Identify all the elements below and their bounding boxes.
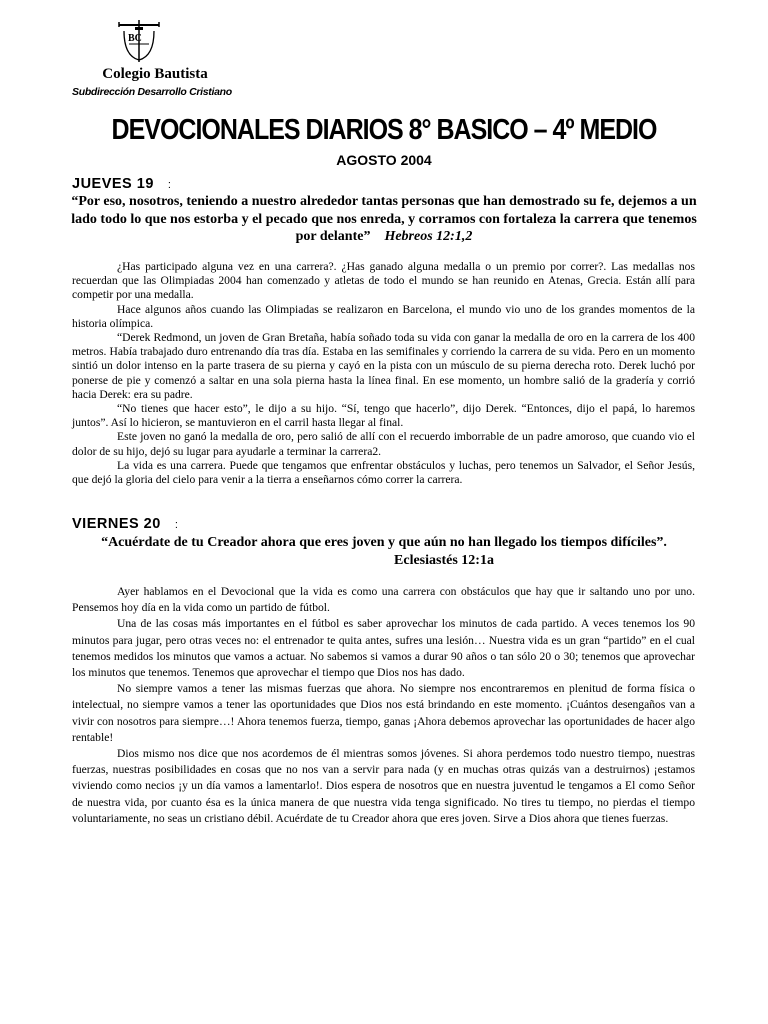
subdirection-label: Subdirección Desarrollo Cristiano bbox=[72, 86, 232, 98]
day-colon: : bbox=[167, 179, 172, 191]
paragraph: Este joven no ganó la medalla de oro, pero salió de allí con el recuerdo imborrable de un padre amoroso, que cuando vio el dolor de su hijo, dejó su lugar para ayudarle a terminar la carrera2. bbox=[72, 430, 695, 458]
page-subtitle: AGOSTO 2004 bbox=[336, 152, 432, 168]
paragraph: ¿Has participado alguna vez en una carrera?. ¿Has ganado alguna medalla o un premio por correr?. Las medallas nos recuerdan que las Olimpiadas 2004 han comenzado y atletas de todo el mundo se han reunido en Atenas, Grecia. Están allí para competir por una medalla. bbox=[72, 260, 695, 302]
colegio-bautista-logo-icon bbox=[116, 18, 162, 64]
school-name: Colegio Bautista bbox=[102, 66, 208, 82]
paragraph: Dios mismo nos dice que nos acordemos de él mientras somos jóvenes. Si ahora perdemos todo nuestro tiempo, nuestras fuerzas, nuestras posibilidades en cosas que no nos van a servir para nada (y en muchas otras quizás van a destruirnos) ¡estamos viviendo como necios ¡y un día vamos a lamentarlo!. Dios espera de nosotros que en nuestra juventud le tengamos a El como Señor de nuestra vida, por cuanto ésa es la única manera de que nuestra vida tenga significado. No tires tu tiempo, no pierdas el tiempo voluntariamente, no seas un cristiano débil. Acuérdate de tu Creador ahora que eres joven. Sirve a Dios ahora que tienes fuerzas. bbox=[72, 747, 695, 825]
paragraph: No siempre vamos a tener las mismas fuerzas que ahora. No siempre nos encontraremos en plenitud de forma física o intelectual, no siempre vamos a tener las oportunidades que Dios nos está brindando en este momento. ¡Cuántos desengaños van a vivir con nosotros para siempre…! Ahora tenemos fuerza, tiempo, ganas ¡Ahora debemos aprovechar las oportunidades de hacer algo rentable! bbox=[72, 682, 695, 744]
paragraph: Ayer hablamos en el Devocional que la vida es como una carrera con obstáculos que hay que ir saltando uno por uno. Pensemos hoy día en la vida como un partido de fútbol. bbox=[72, 585, 695, 615]
verse-text: “Acuérdate de tu Creador ahora que eres joven y que aún no han llegado los tiempos difíciles”. bbox=[101, 535, 667, 550]
paragraph: Una de las cosas más importantes en el fútbol es saber aprovechar los minutos de cada partido. A veces tenemos los 90 minutos para jugar, pero otras veces no: el entrenador te quita antes, sufres una lesión… Nuestra vida es un gran “partido” en el cual tenemos medidos los minutos que vamos a actuar. No sabemos si vamos a durar 90 años o tan sólo 20 o 30; tenemos que aprovechar los minutos que tenemos. Tenemos que aprovechar el tiempo que Dios nos has dado. bbox=[72, 617, 695, 680]
verse-block bbox=[64, 193, 704, 246]
paragraph: “Derek Redmond, un joven de Gran Bretaña, había soñado toda su vida con ganar la medalla de oro en la carrera de los 400 metros. Había trabajado duro entrenando día tras día. Estaba en las semifinales y corriendo la carrera de su vida. Pero en un momento sintió un dolor intenso en la parte trasera de su pierna y cayó en la pista con un músculo de su pierna derecha roto. Derek luchó por ponerse de pie y comenzó a saltar en una sola pierna hasta la línea final. En ese momento, un hombre salió de la gradería y corrió hacia Derek: era su padre. bbox=[72, 331, 695, 401]
paragraph: “No tienes que hacer esto”, le dijo a su hijo. “Sí, tengo que hacerlo”, dijo Derek. “Entonces, dijo el papá, lo haremos juntos”. Así lo hicieron, se mantuvieron en el carril hasta llegar al final. bbox=[72, 402, 695, 430]
day-label: VIERNES 20 bbox=[72, 516, 161, 532]
paragraph: La vida es una carrera. Puede que tengamos que enfrentar obstáculos y luchas, pero tenemos un Salvador, el Señor Jesús, que dejó la gloria del cielo para venir a la tierra a enseñarnos cómo correr la carrera. bbox=[72, 458, 695, 487]
day-heading bbox=[72, 176, 171, 192]
paragraph: Hace algunos años cuando las Olimpiadas se realizaron en Barcelona, el mundo vio uno de los grandes momentos de la historia olímpica. bbox=[72, 302, 695, 330]
page-title: DEVOCIONALES DIARIOS 8° BASICO – 4º MEDIO bbox=[111, 113, 657, 147]
day-label: JUEVES 19 bbox=[72, 176, 154, 192]
devotional-body bbox=[72, 584, 695, 827]
verse-reference: Hebreos 12:1,2 bbox=[384, 229, 473, 244]
logo-letters: BC bbox=[128, 33, 142, 44]
day-heading bbox=[72, 516, 178, 532]
verse-block bbox=[64, 534, 704, 569]
verse-reference: Eclesiastés 12:1a bbox=[394, 552, 494, 568]
day-colon: : bbox=[174, 519, 179, 531]
devotional-body bbox=[72, 260, 695, 487]
verse-text: “Por eso, nosotros, teniendo a nuestro alrededor tantas personas que han demostrado su fe, dejemos a un lado todo lo que nos estorba y el pecado que nos enreda, y corramos con fortaleza la carrera que tenemos por delante” bbox=[71, 194, 697, 244]
